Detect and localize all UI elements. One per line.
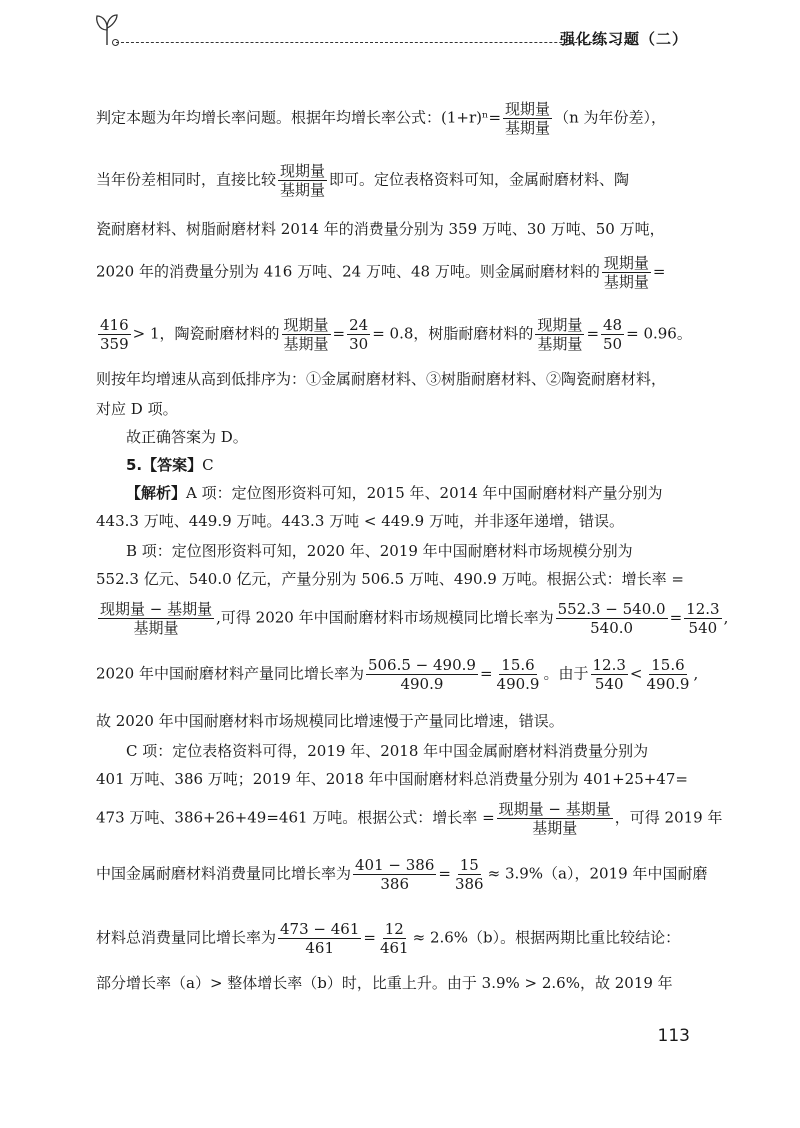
text: = xyxy=(586,324,600,343)
text: ,可得 2020 年中国耐磨材料市场规模同比增长率为 xyxy=(216,608,554,627)
text-line xyxy=(96,316,692,353)
text: ≈ 2.6%（b）。根据两期比重比较结论： xyxy=(412,928,681,947)
fraction xyxy=(684,600,721,637)
numerator: 现期量 − 基期量 xyxy=(100,600,213,618)
numerator: 506.5 − 490.9 xyxy=(367,656,476,674)
numerator: 12 xyxy=(384,920,404,938)
numerator: 12.3 xyxy=(592,656,626,674)
text-line xyxy=(96,100,666,137)
text: 473 万吨、386+26+49=461 万吨。根据公式：增长率 = xyxy=(96,808,495,827)
denominator: 基期量 xyxy=(603,273,649,291)
answer-label: 5.【答案】 xyxy=(126,456,203,474)
fraction xyxy=(378,920,411,957)
text-line: B 项：定位图形资料可知，2020 年、2019 年中国耐磨材料市场规模分别为 xyxy=(126,542,633,560)
numerator: 现期量 xyxy=(603,254,649,272)
text: = xyxy=(363,928,376,947)
text-line: 故 2020 年中国耐磨材料市场规模同比增速慢于产量同比增速，错误。 xyxy=(96,712,564,730)
text-line: 401 万吨、386 万吨；2019 年、2018 年中国耐磨材料总消费量分别为 401+25+47= xyxy=(96,770,688,788)
page-header xyxy=(94,8,694,48)
denominator: 基期量 xyxy=(280,181,326,199)
text: 即可。定位表格资料可知，金属耐磨材料、陶 xyxy=(329,170,630,189)
text: = xyxy=(669,608,683,627)
fraction xyxy=(347,316,370,353)
analysis-line xyxy=(126,482,663,503)
text-line xyxy=(96,920,680,957)
numerator: 12.3 xyxy=(686,600,720,618)
denominator: 30 xyxy=(349,335,369,353)
numerator: 现期量 xyxy=(280,162,326,180)
fraction xyxy=(98,600,214,637)
numerator: 24 xyxy=(349,316,369,334)
denominator: 基期量 xyxy=(505,119,551,137)
text: 材料总消费量同比增长率为 xyxy=(96,928,277,947)
numerator: 473 − 461 xyxy=(280,920,360,938)
denominator: 461 xyxy=(379,939,409,957)
text-line: 部分增长率（a）> 整体增长率（b）时，比重上升。由于 3.9% > 2.6%，故 2019 年 xyxy=(96,974,673,992)
text-line: 故正确答案为 D。 xyxy=(126,428,248,446)
text-line: 则按年均增速从高到低排序为：①金属耐磨材料、③树脂耐磨材料、②陶瓷耐磨材料， xyxy=(96,370,667,388)
fraction xyxy=(591,656,628,693)
numerator: 416 xyxy=(100,316,129,334)
text-line xyxy=(96,856,707,893)
denominator: 386 xyxy=(380,875,410,893)
text: A 项：定位图形资料可知，2015 年、2014 年中国耐磨材料产量分别为 xyxy=(186,484,663,502)
text-line: 对应 D 项。 xyxy=(96,400,178,418)
text: > 1，陶瓷耐磨材料的 xyxy=(132,324,280,343)
numerator: 401 − 386 xyxy=(355,856,435,874)
numerator: 现期量 xyxy=(537,316,583,334)
denominator: 基期量 xyxy=(133,619,179,637)
fraction xyxy=(497,800,613,837)
denominator: 386 xyxy=(454,875,484,893)
fraction xyxy=(644,656,691,693)
fraction xyxy=(535,316,584,353)
numerator: 现期量 xyxy=(505,100,551,118)
numerator: 现期量 xyxy=(283,316,329,334)
text: , xyxy=(693,664,699,683)
text: 2020 年的消费量分别为 416 万吨、24 万吨、48 万吨。则金属耐磨材料的 xyxy=(96,262,600,281)
fraction xyxy=(366,656,478,693)
text: = 0.96。 xyxy=(626,324,692,343)
text: 中国金属耐磨材料消费量同比增长率为 xyxy=(96,864,352,883)
fraction xyxy=(503,100,552,137)
text-line xyxy=(96,800,722,837)
denominator: 490.9 xyxy=(496,675,540,693)
text-line xyxy=(96,254,665,291)
text-line xyxy=(96,162,629,199)
denominator: 50 xyxy=(603,335,623,353)
text: = xyxy=(332,324,346,343)
text-line xyxy=(96,656,698,693)
text-line: C 项：定位表格资料可得，2019 年、2018 年中国金属耐磨材料消费量分别为 xyxy=(126,742,649,760)
fraction xyxy=(353,856,436,893)
denominator: 540.0 xyxy=(590,619,634,637)
numerator: 15.6 xyxy=(651,656,685,674)
text: ≈ 3.9%（a），2019 年中国耐磨 xyxy=(487,864,708,883)
text: = 0.8，树脂耐磨材料的 xyxy=(372,324,534,343)
text: ，可得 2019 年 xyxy=(614,808,723,827)
text: 。由于 xyxy=(543,664,589,683)
text: , xyxy=(723,608,729,627)
page-number: 113 xyxy=(657,1026,690,1046)
text-line: 552.3 亿元、540.0 亿元，产量分别为 506.5 万吨、490.9 万吨。根据公式：增长率 = xyxy=(96,570,684,588)
analysis-label: 【解析】 xyxy=(126,484,187,502)
fraction xyxy=(601,316,624,353)
fraction xyxy=(602,254,651,291)
fraction xyxy=(282,316,331,353)
numerator: 552.3 − 540.0 xyxy=(557,600,666,618)
text: 2020 年中国耐磨材料产量同比增长率为 xyxy=(96,664,364,683)
denominator: 461 xyxy=(305,939,335,957)
text: （n 为年份差）， xyxy=(554,108,666,127)
numerator: 15.6 xyxy=(501,656,535,674)
denominator: 基期量 xyxy=(283,335,329,353)
fraction xyxy=(556,600,668,637)
denominator: 490.9 xyxy=(646,675,690,693)
answer-value: C xyxy=(202,456,214,474)
numerator: 现期量 − 基期量 xyxy=(498,800,611,818)
denominator: 基期量 xyxy=(537,335,583,353)
denominator: 540 xyxy=(594,675,624,693)
text: = xyxy=(438,864,451,883)
text-line: 443.3 万吨、449.9 万吨。443.3 万吨 < 449.9 万吨，并非逐年递增，错误。 xyxy=(96,512,624,530)
denominator: 基期量 xyxy=(532,819,578,837)
text-line xyxy=(96,600,728,637)
header-divider xyxy=(116,42,632,43)
text: 判定本题为年均增长率问题。根据年均增长率公式：(1+r)ⁿ= xyxy=(96,108,502,127)
denominator: 540 xyxy=(688,619,718,637)
fraction xyxy=(278,920,361,957)
fraction xyxy=(98,316,131,353)
fraction xyxy=(453,856,486,893)
text: = xyxy=(652,262,666,281)
fraction xyxy=(495,656,542,693)
text: < xyxy=(629,664,643,683)
text: = xyxy=(479,664,493,683)
denominator: 490.9 xyxy=(400,675,444,693)
text: 当年份差相同时，直接比较 xyxy=(96,170,277,189)
numerator: 15 xyxy=(459,856,479,874)
text-line: 瓷耐磨材料、树脂耐磨材料 2014 年的消费量分别为 359 万吨、30 万吨、50 万吨， xyxy=(96,220,665,238)
answer-line xyxy=(126,454,214,475)
fraction xyxy=(278,162,327,199)
header-title: 强化练习题（二） xyxy=(559,30,688,48)
numerator: 48 xyxy=(603,316,623,334)
denominator: 359 xyxy=(100,335,129,353)
